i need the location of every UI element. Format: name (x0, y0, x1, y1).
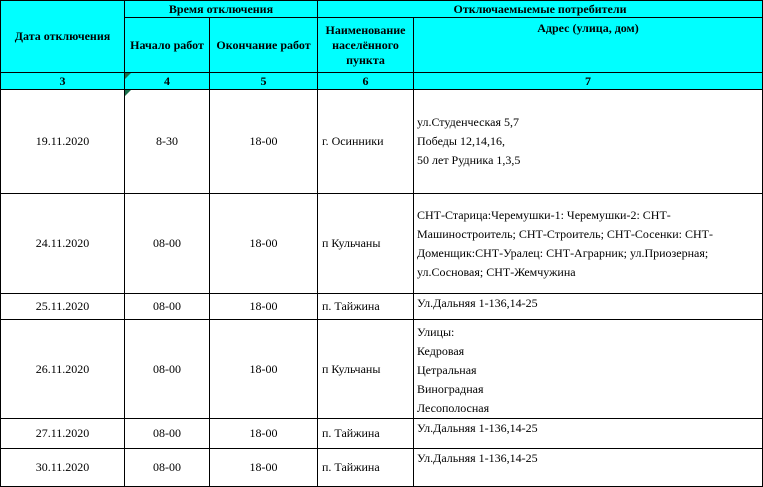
address-cell (414, 320, 763, 419)
address-cell (414, 90, 763, 194)
time-group-header: Время отключения (125, 1, 318, 18)
date-cell: 25.11.2020 (1, 294, 125, 320)
table-row (1, 320, 763, 419)
address-line: Кедровая (417, 344, 465, 358)
end-column-header: Окончание работ (210, 18, 318, 73)
column-number: 4 (125, 73, 210, 90)
consumers-group-header: Отключаемыемые потребители (318, 1, 763, 18)
date-cell: 26.11.2020 (1, 320, 125, 419)
address-line: Лесополосная (417, 401, 490, 415)
address-line: Улицы: (417, 325, 455, 339)
address-line: ул.Сосновая; СНТ-Жемчужина (417, 264, 576, 279)
place-cell: п. Тайжина (318, 419, 414, 449)
address-line: СНТ-Старица:Черемушки-1: Черемушки-2: СНТ- (417, 207, 671, 222)
end-time-cell: 18-00 (210, 419, 318, 449)
address-line: ул.Студенческая 5,7 (417, 115, 519, 129)
end-time-cell: 18-00 (210, 449, 318, 487)
address-line: Ул.Дальняя 1-136,14-25 (417, 451, 538, 465)
address-line: Доменщик:СНТ-Уралец: СНТ-Аграрник; ул.Приозерная; (417, 245, 709, 260)
address-line: Ул.Дальняя 1-136,14-25 (417, 421, 538, 435)
column-number: 7 (414, 73, 763, 90)
table-row (1, 449, 763, 487)
date-cell: 30.11.2020 (1, 449, 125, 487)
address-line: Победы 12,14,16, (417, 134, 505, 148)
place-cell: п. Тайжина (318, 294, 414, 320)
column-number: 6 (318, 73, 414, 90)
start-time-cell: 08-00 (125, 449, 210, 487)
start-time-cell: 08-00 (125, 194, 210, 294)
start-time-cell: 08-00 (125, 294, 210, 320)
address-line: Виноградная (417, 382, 484, 396)
address-line: Цетральная (417, 363, 477, 377)
end-time-cell: 18-00 (210, 90, 318, 194)
table-row (1, 90, 763, 194)
date-cell: 19.11.2020 (1, 90, 125, 194)
start-time-cell: 08-00 (125, 320, 210, 419)
date-cell: 27.11.2020 (1, 419, 125, 449)
place-cell: п Кульчаны (318, 320, 414, 419)
place-cell: п Кульчаны (318, 194, 414, 294)
address-cell (414, 194, 763, 294)
place-cell: г. Осинники (318, 90, 414, 194)
address-column-header: Адрес (улица, дом) (414, 18, 763, 73)
table-row (1, 419, 763, 449)
date-cell: 24.11.2020 (1, 194, 125, 294)
column-number: 5 (210, 73, 318, 90)
address-cell (414, 419, 763, 449)
column-number: 3 (1, 73, 125, 90)
address-cell (414, 294, 763, 320)
place-cell: п. Тайжина (318, 449, 414, 487)
end-time-cell: 18-00 (210, 194, 318, 294)
table-row (1, 194, 763, 294)
start-time-cell: 8-30 (125, 90, 210, 194)
table-row (1, 294, 763, 320)
address-line: 50 лет Рудника 1,3,5 (417, 153, 521, 167)
address-cell (414, 449, 763, 487)
end-time-cell: 18-00 (210, 294, 318, 320)
address-line: Машиностроитель; СНТ-Строитель; СНТ-Сосенки: СНТ- (417, 226, 714, 241)
date-column-header: Дата отключения (1, 1, 125, 73)
address-line: Ул.Дальняя 1-136,14-25 (417, 296, 538, 310)
start-time-cell: 08-00 (125, 419, 210, 449)
place-column-header: Наименование населённого пункта (318, 18, 414, 73)
start-column-header: Начало работ (125, 18, 210, 73)
end-time-cell: 18-00 (210, 320, 318, 419)
